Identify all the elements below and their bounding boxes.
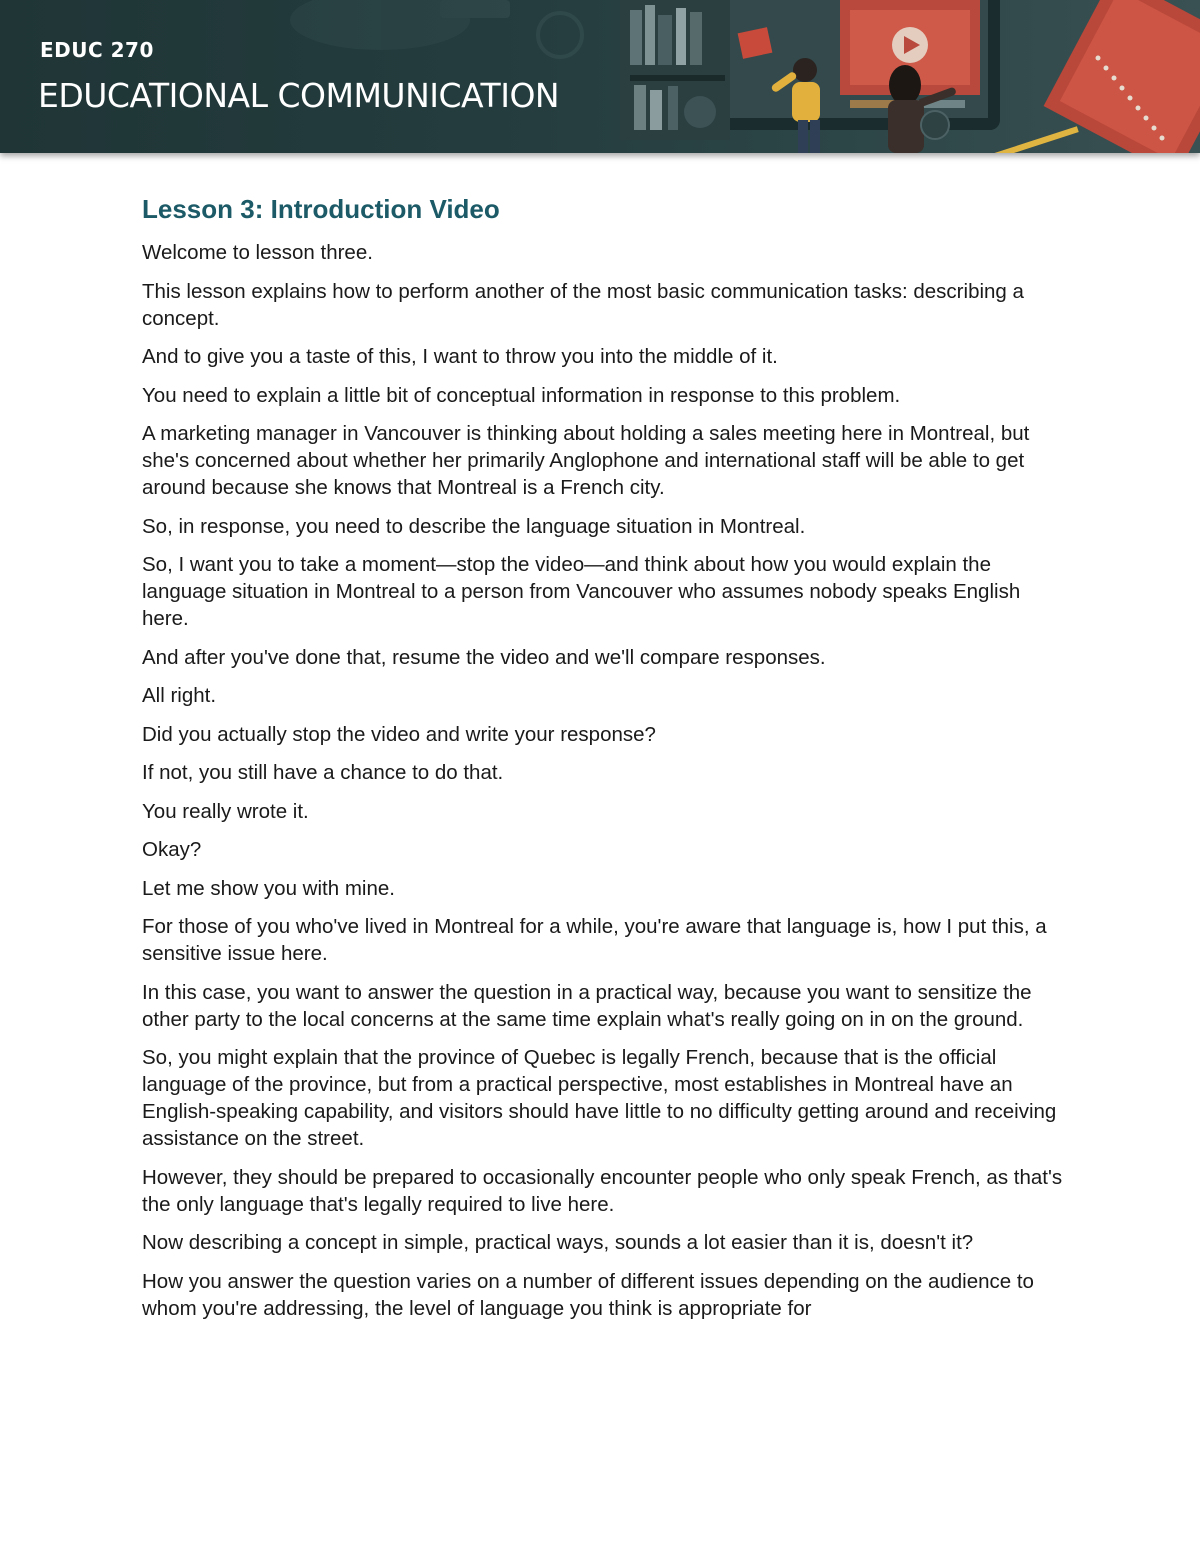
paragraph: So, you might explain that the province of Quebec is legally French, because that is the official language of the province, but from a practical perspective, most establishes in Montreal have an English-speaking capability, and visitors should have little to no difficulty getting around and receiving assistance on the street.: [142, 1046, 1057, 1150]
lesson-title: Lesson 3: Introduction Video: [142, 194, 500, 224]
paragraph: For those of you who've lived in Montreal for a while, you're aware that language is, how I put this, a sensitive issue here.: [142, 915, 1047, 965]
bookshelf-illustration: [620, 0, 730, 140]
paragraph: You really wrote it.: [142, 799, 309, 823]
paragraph: This lesson explains how to perform another of the most basic communication tasks: describing a concept.: [142, 279, 1024, 330]
paragraph: So, I want you to take a moment—stop the video—and think about how you would explain the language situation in Montreal to a person from Vancouver who assumes nobody speaks English here.: [142, 553, 1021, 630]
paragraph: However, they should be prepared to occasionally encounter people who only speak French, as that's the only language that's legally required to live here.: [142, 1165, 1063, 1216]
paragraph: Did you actually stop the video and write your response?: [142, 722, 656, 746]
paragraph: If not, you still have a chance to do that.: [142, 761, 504, 784]
paragraph: So, in response, you need to describe the language situation in Montreal.: [142, 514, 806, 538]
paragraph: How you answer the question varies on a number of different issues depending on the audience to whom you're addressing, the level of language you think is appropriate for: [142, 1269, 1034, 1320]
course-banner: [0, 0, 1200, 153]
paragraph: You need to explain a little bit of conceptual information in response to this problem.: [142, 383, 901, 407]
paragraph: A marketing manager in Vancouver is thinking about holding a sales meeting here in Montreal, but she's concerned about whether her primarily Anglophone and international staff will be able to get around because she knows that Montreal is a French city.: [142, 422, 1030, 499]
paragraph: Let me show you with mine.: [142, 876, 395, 900]
paragraph: Now describing a concept in simple, practical ways, sounds a lot easier than it is, doesn't it?: [142, 1231, 974, 1254]
paragraph: In this case, you want to answer the question in a practical way, because you want to sensitize the other party to the local concerns at the same time explain what's really going on in on the ground.: [142, 980, 1032, 1031]
course-title: EDUCATIONAL COMMUNICATION: [38, 76, 560, 115]
paragraph: And after you've done that, resume the video and we'll compare responses.: [142, 645, 826, 669]
paragraph: Welcome to lesson three.: [142, 241, 373, 264]
monitor-illustration: [700, 0, 1000, 130]
paragraph: And to give you a taste of this, I want to throw you into the middle of it.: [142, 345, 778, 368]
paragraph: Okay?: [142, 838, 202, 861]
course-code: EDUC 270: [40, 38, 154, 62]
lesson-content: [142, 192, 1072, 1333]
paragraph: All right.: [142, 684, 217, 707]
